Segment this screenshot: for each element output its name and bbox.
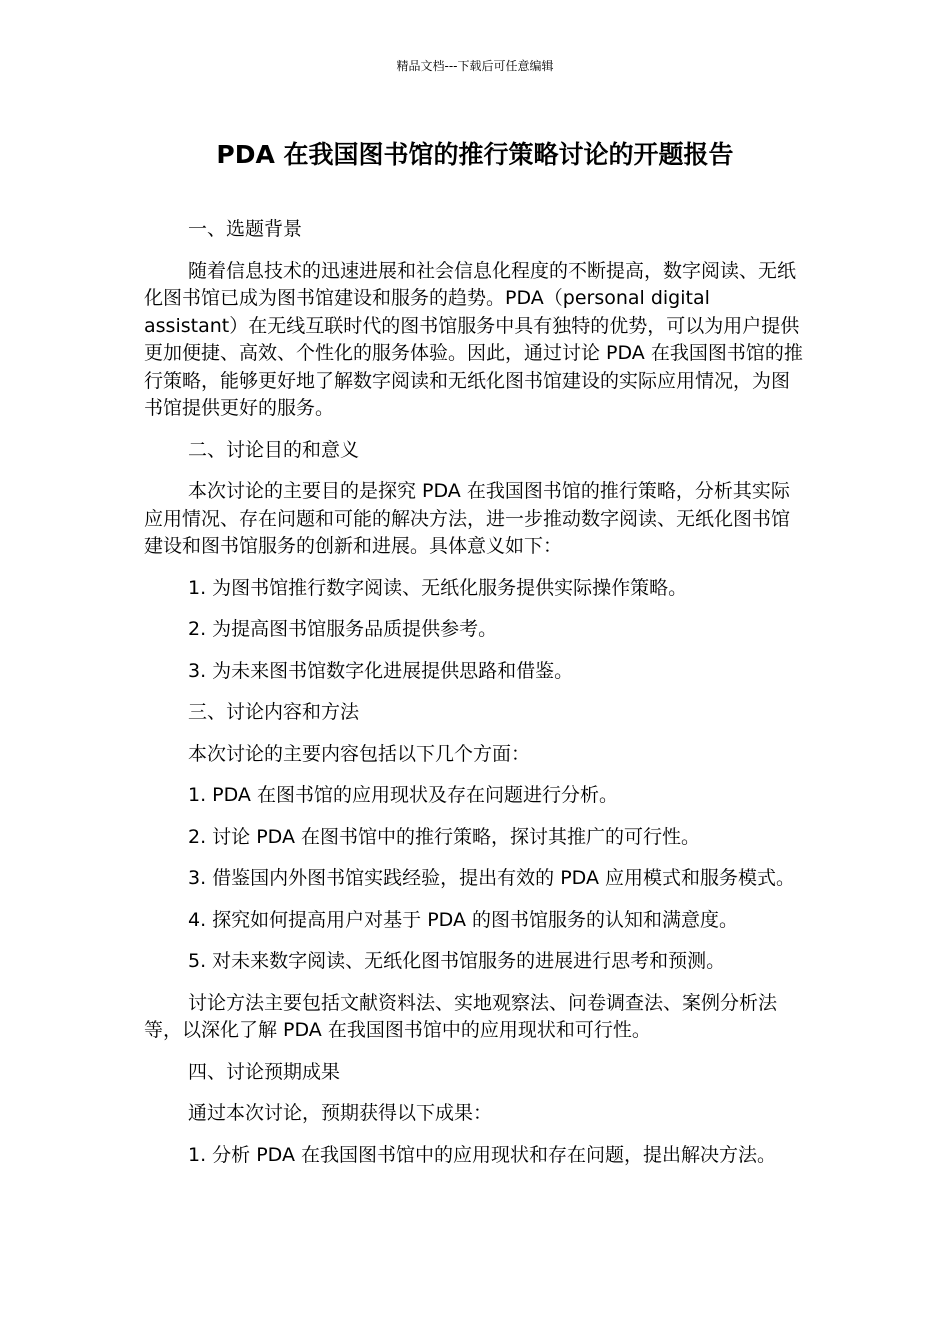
section3-intro: 本次讨论的主要内容包括以下几个方面：: [188, 742, 531, 765]
section3-item: 3. 借鉴国内外图书馆实践经验，提出有效的 PDA 应用模式和服务模式。: [188, 867, 795, 889]
section4-heading: 四、讨论预期成果: [188, 1060, 341, 1083]
section1-heading: 一、选题背景: [188, 218, 303, 240]
section4-item: 1. 分析 PDA 在我国图书馆中的应用现状和存在问题，提出解决方法。: [188, 1143, 776, 1166]
section3-method: 讨论方法主要包括文献资料法、实地观察法、问卷调查法、案例分析法等，以深化了解 PDA 在我国图书馆中的应用现状和可行性。: [144, 991, 778, 1041]
section4-intro: 通过本次讨论，预期获得以下成果：: [188, 1102, 493, 1124]
section1-paragraph: 随着信息技术的迅速进展和社会信息化程度的不断提高，数字阅读、无纸化图书馆已成为图书馆建设和服务的趋势。PDA（personal digital assistant）在无线互联时代的图书馆服务中具有独特的优势，可以为用户提供更加便捷、高效、个性化的服务体验。因此，通过讨论 PDA 在我国图书馆的推行策略，能够更好地了解数字阅读和无纸化图书馆建设的实际应用情况，为图书馆提供更好的服务。: [144, 259, 803, 419]
section3-heading: 三、讨论内容和方法: [188, 701, 360, 723]
section2-item: 2. 为提高图书馆服务品质提供参考。: [188, 618, 498, 640]
document-body: [144, 216, 808, 1183]
document-title: PDA 在我国图书馆的推行策略讨论的开题报告: [216, 140, 734, 169]
section2-item: 3. 为未来图书馆数字化进展提供思路和借鉴。: [188, 659, 574, 682]
section3-item: 4. 探究如何提高用户对基于 PDA 的图书馆服务的认知和满意度。: [188, 908, 738, 931]
section3-item: 2. 讨论 PDA 在图书馆中的推行策略，探讨其推广的可行性。: [188, 825, 700, 848]
section3-item: 1. PDA 在图书馆的应用现状及存在问题进行分析。: [188, 784, 618, 806]
section2-paragraph: 本次讨论的主要目的是探究 PDA 在我国图书馆的推行策略，分析其实际应用情况、存在问题和可能的解决方法，进一步推动数字阅读、无纸化图书馆建设和图书馆服务的创新和进展。具体意义如下：: [144, 480, 791, 557]
section2-item: 1. 为图书馆推行数字阅读、无纸化服务提供实际操作策略。: [188, 576, 688, 599]
section3-item: 5. 对未来数字阅读、无纸化图书馆服务的进展进行思考和预测。: [188, 950, 726, 972]
section2-heading: 二、讨论目的和意义: [188, 438, 360, 461]
header-note: 精品文档---下载后可任意编辑: [396, 59, 554, 73]
